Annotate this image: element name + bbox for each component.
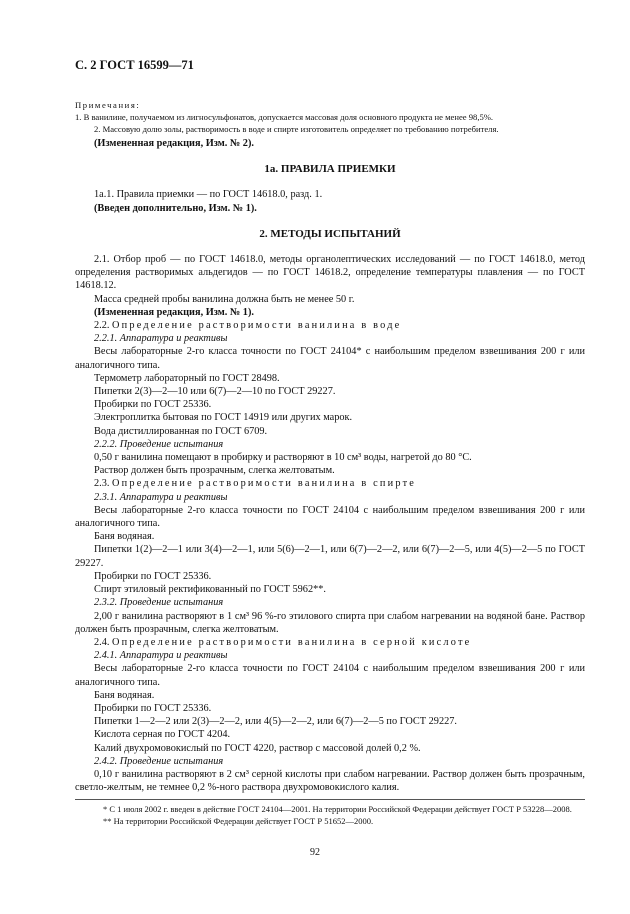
equipment-item: Спирт этиловый ректификованный по ГОСТ 5962**. <box>94 584 326 596</box>
equipment-item: Пробирки по ГОСТ 25336. <box>94 399 212 411</box>
equipment-item: Электроплитка бытовая по ГОСТ 14919 или других марок. <box>94 412 353 424</box>
section-1a-title: 1а. ПРАВИЛА ПРИЕМКИ <box>264 163 396 176</box>
para-2-3-1: 2.3.1. Аппаратура и реактивы <box>94 491 228 503</box>
notes-caption: Примечания: <box>75 100 141 110</box>
para-1a-1: 1а.1. Правила приемки — по ГОСТ 14618.0, разд. 1. <box>94 189 323 201</box>
footnote-1: * С 1 июля 2002 г. введен в действие ГОСТ 24104—2001. На территории Российской Федерации действует ГОСТ Р 53228—2008. <box>103 804 572 815</box>
notes-block <box>75 99 585 135</box>
para-2-4-2: 2.4.2. Проведение испытания <box>94 755 224 767</box>
para-2-2-title: Определение растворимости ванилина в воде <box>112 320 402 332</box>
equipment-item: Баня водяная. <box>94 531 155 543</box>
notes-change-mark: (Измененная редакция, Изм. № 2). <box>94 138 254 149</box>
page-header: С. 2 ГОСТ 16599—71 <box>75 58 194 72</box>
para-2-2: 2.2. Определение растворимости ванилина в воде <box>94 320 402 332</box>
equipment-item: Пипетки 2(3)—2—10 или 6(7)—2—10 по ГОСТ 29227. <box>94 386 336 398</box>
para-2-2-1: 2.2.1. Аппаратура и реактивы <box>94 333 228 345</box>
equipment-item: Баня водяная. <box>94 689 155 701</box>
equipment-item: Пробирки по ГОСТ 25336. <box>94 570 212 582</box>
equipment-item: Пипетки 1—2—2 или 2(3)—2—2, или 4(5)—2—2, или 6(7)—2—5 по ГОСТ 29227. <box>94 716 457 728</box>
procedure-text: 0,10 г ванилина растворяют в 2 см³ серной кислоты при слабом нагревании. Раствор должен быть прозрачным, светло-желтым, не темнее 0,2 %-ного раствора двухромовокислого калия. <box>75 768 585 794</box>
para-2-4-1: 2.4.1. Аппаратура и реактивы <box>94 650 228 662</box>
para-2-4-title: Определение растворимости ванилина в серной кислоте <box>112 636 472 648</box>
section-2-title: 2. МЕТОДЫ ИСПЫТАНИЙ <box>259 227 401 240</box>
equipment-item: Вода дистиллированная по ГОСТ 6709. <box>94 425 268 437</box>
sample-mass: Масса средней пробы ванилина должна быть не менее 50 г. <box>94 293 355 305</box>
equipment-item: Пробирки по ГОСТ 25336. <box>94 702 212 714</box>
para-2-3-title: Определение растворимости ванилина в спирте <box>112 478 417 490</box>
para-2-4: 2.4. Определение растворимости ванилина в серной кислоте <box>94 636 472 648</box>
para-2-2-2: 2.2.2. Проведение испытания <box>94 438 224 450</box>
procedure-text: 2,00 г ванилина растворяют в 1 см³ 96 %-го этилового спирта при слабом нагревании на водяной бане. Раствор должен быть прозрачным, слегка желтоватым. <box>75 610 585 635</box>
change-mark-1: (Измененная редакция, Изм. № 1). <box>94 306 254 318</box>
para-2-1: 2.1. Отбор проб — по ГОСТ 14618.0, методы органолептических исследований — по ГОСТ 14618.0, метод определения растворимых альдегидов — по ГОСТ 14618.2, определение температуры плавления — по ГОСТ 14618.12. <box>75 254 585 292</box>
footnote-2: ** На территории Российской Федерации действует ГОСТ Р 51652—2000. <box>103 816 374 827</box>
equipment-item: Весы лабораторные 2-го класса точности по ГОСТ 24104 с наибольшим пределом взвешивания 200 г или аналогичного типа. <box>75 504 585 530</box>
procedure-text: 0,50 г ванилина помещают в пробирку и растворяют в 10 см³ воды, нагретой до 80 °С. <box>94 452 472 464</box>
procedure-text: Раствор должен быть прозрачным, слегка желтоватым. <box>94 465 335 477</box>
equipment-item: Кислота серная по ГОСТ 4204. <box>94 729 231 741</box>
para-2-3: 2.3. Определение растворимости ванилина в спирте <box>94 478 417 490</box>
equipment-item: Термометр лабораторный по ГОСТ 28498. <box>94 372 280 384</box>
page-number: 92 <box>310 847 320 858</box>
equipment-item: Калий двухромовокислый по ГОСТ 4220, раствор с массовой долей 0,2 %. <box>94 742 421 754</box>
equipment-item: Весы лабораторные 2-го класса точности по ГОСТ 24104 с наибольшим пределом взвешивания 200 г или аналогичного типа. <box>75 663 585 688</box>
equipment-item: Пипетки 1(2)—2—1 или 3(4)—2—1, или 5(6)—2—1, или 6(7)—2—2, или 6(7)—2—5, или 4(5)—2—5 по ГОСТ 29227. <box>75 544 585 569</box>
para-2-3-2: 2.3.2. Проведение испытания <box>94 597 224 609</box>
document-page <box>75 58 585 827</box>
note-1: 1. В ванилине, получаемом из лигносульфонатов, допускается массовая доля основного продукта не менее 98,5%. <box>75 112 494 122</box>
equipment-item: Весы лабораторные 2-го класса точности по ГОСТ 24104* с наибольшим пределом взвешивания 200 г или аналогичного типа. <box>75 346 585 371</box>
note-2: 2. Массовую долю золы, растворимость в воде и спирте изготовитель определяет по требованию потребителя. <box>94 124 499 134</box>
footnotes <box>75 799 585 827</box>
added-mark: (Введен дополнительно, Изм. № 1). <box>94 202 257 214</box>
